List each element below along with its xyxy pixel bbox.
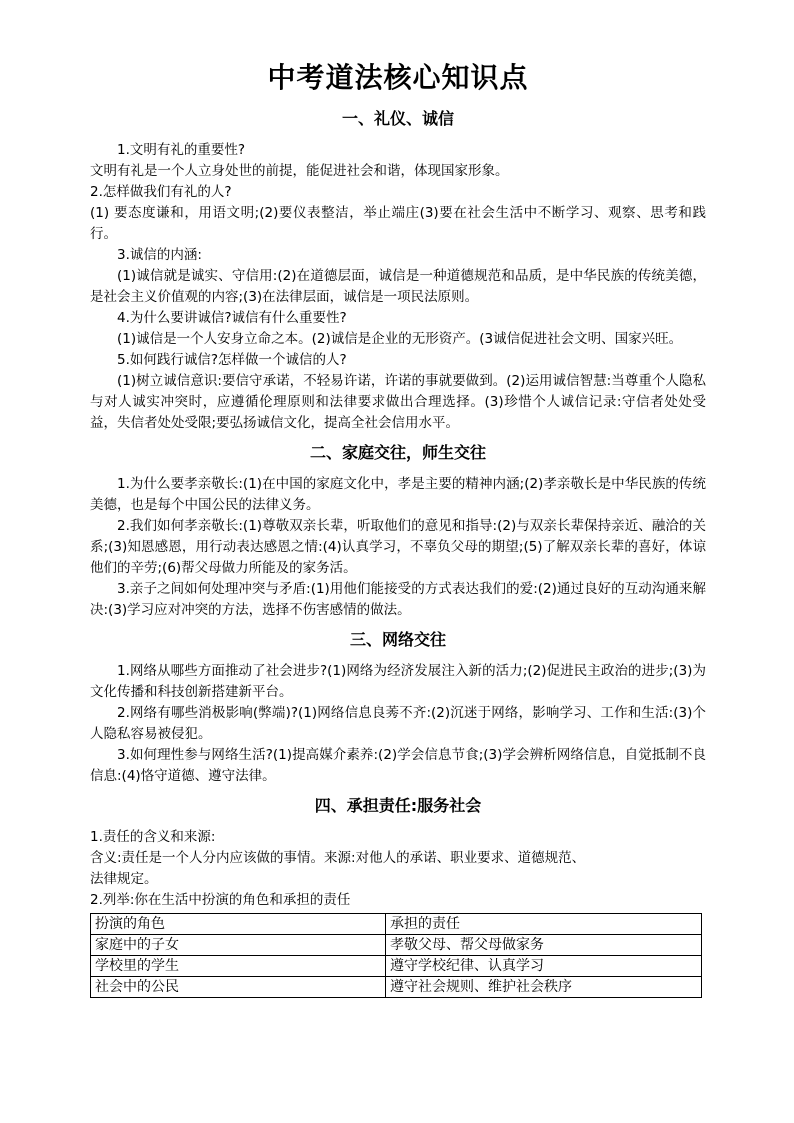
paragraph: 3.亲子之间如何处理冲突与矛盾:(1)用他们能接受的方式表达我们的爱:(2)通过良好的互动沟通来解决:(3)学习应对冲突的方法，选择不伤害感情的做法。 <box>90 581 706 618</box>
question: 5.如何践行诚信?怎样做一个诚信的人? <box>117 352 347 368</box>
page-title: 中考道法核心知识点 <box>267 61 529 94</box>
answer: 法律规定。 <box>90 871 158 887</box>
paragraph: 3.如何理性参与网络生活?(1)提高媒介素养:(2)学会信息节食;(3)学会辨析网络信息，自觉抵制不良信息:(4)恪守道德、遵守法律。 <box>90 747 706 784</box>
answer: 文明有礼是一个人立身处世的前提，能促进社会和谐，体现国家形象。 <box>90 163 509 179</box>
question: 1.责任的含义和来源: <box>90 829 216 845</box>
table-row <box>91 956 702 977</box>
table-header-cell: 承担的责任 <box>386 914 702 935</box>
document-page <box>90 58 706 998</box>
question: 4.为什么要讲诚信?诚信有什么重要性? <box>117 310 347 326</box>
question: 2.怎样做我们有礼的人? <box>90 184 232 200</box>
paragraph: 2.我们如何孝亲敬长:(1)尊敬双亲长辈，听取他们的意见和指导:(2)与双亲长辈保持亲近、融洽的关系;(3)知恩感恩，用行动表达感恩之情:(4)认真学习，不辜负父母的期望;(5)了解双亲长辈的喜好，体谅他们的辛劳;(6)帮父母做力所能及的家务活。 <box>90 518 706 576</box>
section-heading: 一、礼仪、诚信 <box>341 109 454 128</box>
answer: (1)诚信是一个人安身立命之本。(2)诚信是企业的无形资产。(3诚信促进社会文明、国家兴旺。 <box>117 331 683 347</box>
table-cell: 孝敬父母、帮父母做家务 <box>386 935 702 956</box>
table-cell: 家庭中的子女 <box>91 935 386 956</box>
answer: (1) 要态度谦和，用语文明;(2)要仪表整洁，举止端庄(3)要在社会生活中不断学习、观察、思考和践行。 <box>90 205 706 242</box>
paragraph: 1.网络从哪些方面推动了社会进步?(1)网络为经济发展注入新的活力;(2)促进民主政治的进步;(3)为文化传播和科技创新搭建新平台。 <box>90 663 706 700</box>
paragraph: 1.为什么要孝亲敬长:(1)在中国的家庭文化中，孝是主要的精神内涵;(2)孝亲敬长是中华民族的传统美德，也是每个中国公民的法律义务。 <box>90 476 706 513</box>
paragraph: 2.网络有哪些消极影响(弊端)?(1)网络信息良莠不齐:(2)沉迷于网络，影响学习、工作和生活:(3)个人隐私容易被侵犯。 <box>90 705 706 742</box>
table-header-row <box>91 914 702 935</box>
question: 1.文明有礼的重要性? <box>117 142 246 158</box>
table-row <box>91 977 702 998</box>
section-heading: 四、承担责任:服务社会 <box>314 796 482 815</box>
table-cell: 社会中的公民 <box>91 977 386 998</box>
table-cell: 遵守社会规则、维护社会秩序 <box>386 977 702 998</box>
table-row <box>91 935 702 956</box>
table-cell: 学校里的学生 <box>91 956 386 977</box>
roles-table <box>90 913 702 998</box>
section-heading: 二、家庭交往，师生交往 <box>309 443 486 462</box>
answer: (1)诚信就是诚实、守信用:(2)在道德层面，诚信是一种道德规范和品质，是中华民族的传统美德，是社会主义价值观的内容;(3)在法律层面，诚信是一项民法原则。 <box>90 268 706 305</box>
section-heading: 三、网络交往 <box>349 630 446 649</box>
table-header-cell: 扮演的角色 <box>91 914 386 935</box>
answer: 含义:责任是一个人分内应该做的事情。来源:对他人的承诺、职业要求、道德规范、 <box>90 850 586 866</box>
question: 2.列举:你在生活中扮演的角色和承担的责任 <box>90 892 351 908</box>
question: 3.诚信的内涵: <box>117 247 202 263</box>
answer: (1)树立诚信意识:要信守承诺，不轻易许诺，许诺的事就要做到。(2)运用诚信智慧:当尊重个人隐私与对人诚实冲突时，应遵循伦理原则和法律要求做出合理选择。(3)珍惜个人诚信记录:守信者处处受益，失信者处处受限;要弘扬诚信文化，提高全社会信用水平。 <box>90 373 706 431</box>
table-cell: 遵守学校纪律、认真学习 <box>386 956 702 977</box>
